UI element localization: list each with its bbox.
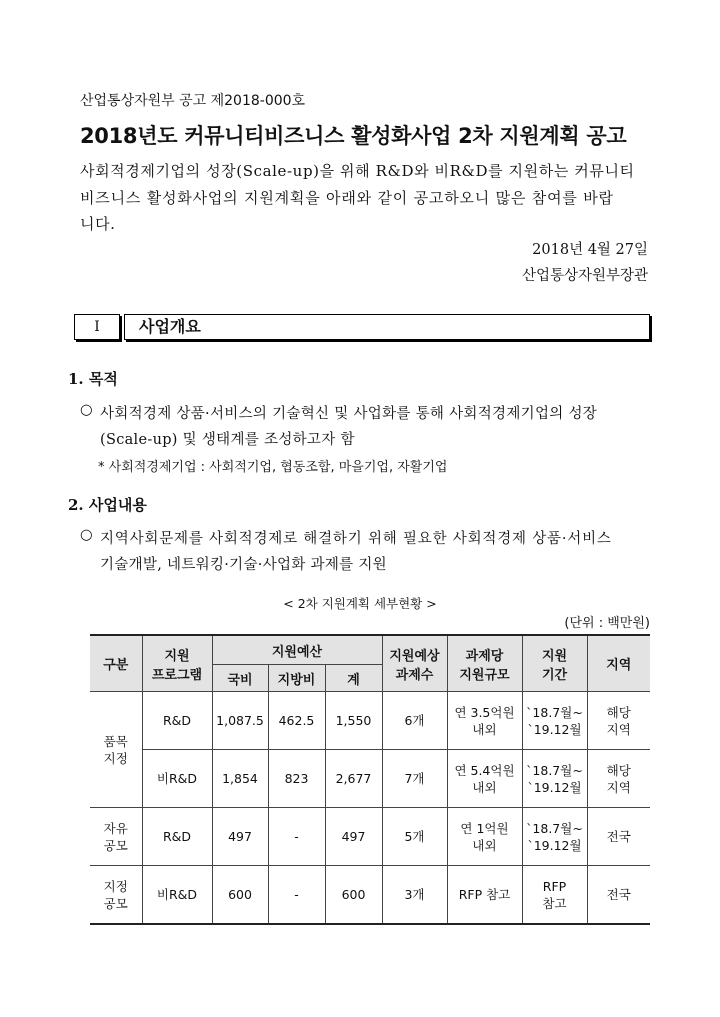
- scale-cell: 연 1억원 내외: [447, 808, 522, 866]
- signer: 산업통상자원부장관: [521, 268, 648, 284]
- content-heading: 2. 사업내용: [68, 496, 147, 514]
- header-national: 국비: [212, 665, 268, 692]
- local-cell: 823: [268, 750, 325, 808]
- local-cell: -: [268, 866, 325, 925]
- program-cell: 비R&D: [142, 866, 212, 925]
- total-cell: 2,677: [325, 750, 382, 808]
- national-cell: 497: [212, 808, 268, 866]
- purpose-line: (Scale-up) 및 생태계를 조성하고자 함: [100, 432, 355, 448]
- national-cell: 1,087.5: [212, 692, 268, 750]
- period-cell: `18.7월~ `19.12월: [522, 692, 587, 750]
- header-region: 지역: [587, 635, 650, 692]
- region-cell: 전국: [587, 808, 650, 866]
- announcement-date: 2018년 4월 27일: [532, 242, 648, 258]
- table-caption: < 2차 지원계획 세부현황 >: [283, 596, 437, 611]
- region-cell: 해당 지역: [587, 750, 650, 808]
- purpose-footnote: * 사회적경제기업 : 사회적기업, 협동조합, 마을기업, 자활기업: [98, 460, 448, 475]
- intro-line: 비즈니스 활성화사업의 지원계획을 아래와 같이 공고하오니 많은 참여를 바랍: [80, 189, 614, 207]
- section-title: 사업개요: [139, 317, 201, 336]
- purpose-heading: 1. 목적: [68, 370, 118, 388]
- header-budget: 지원예산: [212, 635, 382, 665]
- notice-number: 산업통상자원부 공고 제2018-000호: [80, 93, 306, 109]
- table-row: [90, 750, 650, 808]
- local-cell: -: [268, 808, 325, 866]
- header-local: 지방비: [268, 665, 325, 692]
- national-cell: 600: [212, 866, 268, 925]
- section-number-box: [74, 314, 120, 340]
- region-cell: 해당 지역: [587, 692, 650, 750]
- local-cell: 462.5: [268, 692, 325, 750]
- header-total: 계: [325, 665, 382, 692]
- count-cell: 6개: [382, 692, 447, 750]
- header-category: 구분: [90, 635, 142, 692]
- unit-note: (단위 : 백만원): [564, 616, 650, 631]
- support-plan-table: [90, 634, 650, 925]
- period-cell: RFP 참고: [522, 866, 587, 925]
- header-period: 지원 기간: [522, 635, 587, 692]
- count-cell: 3개: [382, 866, 447, 925]
- header-scale: 과제당 지원규모: [447, 635, 522, 692]
- bullet-circle-icon: ○: [80, 402, 93, 418]
- content-line: 지역사회문제를 사회적경제로 해결하기 위해 필요한 사회적경제 상품·서비스: [100, 531, 612, 547]
- header-expected-count: 지원예상 과제수: [382, 635, 447, 692]
- header-program: 지원 프로그램: [142, 635, 212, 692]
- table-row: [90, 692, 650, 750]
- national-cell: 1,854: [212, 750, 268, 808]
- count-cell: 5개: [382, 808, 447, 866]
- section-number: Ⅰ: [94, 319, 100, 335]
- program-cell: R&D: [142, 692, 212, 750]
- total-cell: 600: [325, 866, 382, 925]
- program-cell: R&D: [142, 808, 212, 866]
- total-cell: 497: [325, 808, 382, 866]
- category-cell: 자유 공모: [90, 808, 142, 866]
- scale-cell: RFP 참고: [447, 866, 522, 925]
- table-row: [90, 808, 650, 866]
- bullet-circle-icon: ○: [80, 527, 93, 543]
- category-cell: 지정 공모: [90, 866, 142, 925]
- intro-line: 사회적경제기업의 성장(Scale-up)을 위해 R&D와 비R&D를 지원하는 커뮤니티: [80, 162, 635, 180]
- region-cell: 전국: [587, 866, 650, 925]
- intro-line: 니다.: [80, 215, 116, 233]
- purpose-line: 사회적경제 상품·서비스의 기술혁신 및 사업화를 통해 사회적경제기업의 성장: [100, 406, 598, 422]
- content-line: 기술개발, 네트워킹·기술·사업화 과제를 지원: [100, 557, 387, 573]
- scale-cell: 연 5.4억원 내외: [447, 750, 522, 808]
- table-row: [90, 866, 650, 925]
- period-cell: `18.7월~ `19.12월: [522, 808, 587, 866]
- total-cell: 1,550: [325, 692, 382, 750]
- program-cell: 비R&D: [142, 750, 212, 808]
- document-title: 2018년도 커뮤니티비즈니스 활성화사업 2차 지원계획 공고: [80, 124, 627, 148]
- period-cell: `18.7월~ `19.12월: [522, 750, 587, 808]
- scale-cell: 연 3.5억원 내외: [447, 692, 522, 750]
- category-cell: 품목 지정: [90, 692, 142, 808]
- count-cell: 7개: [382, 750, 447, 808]
- section-title-box: [124, 314, 650, 340]
